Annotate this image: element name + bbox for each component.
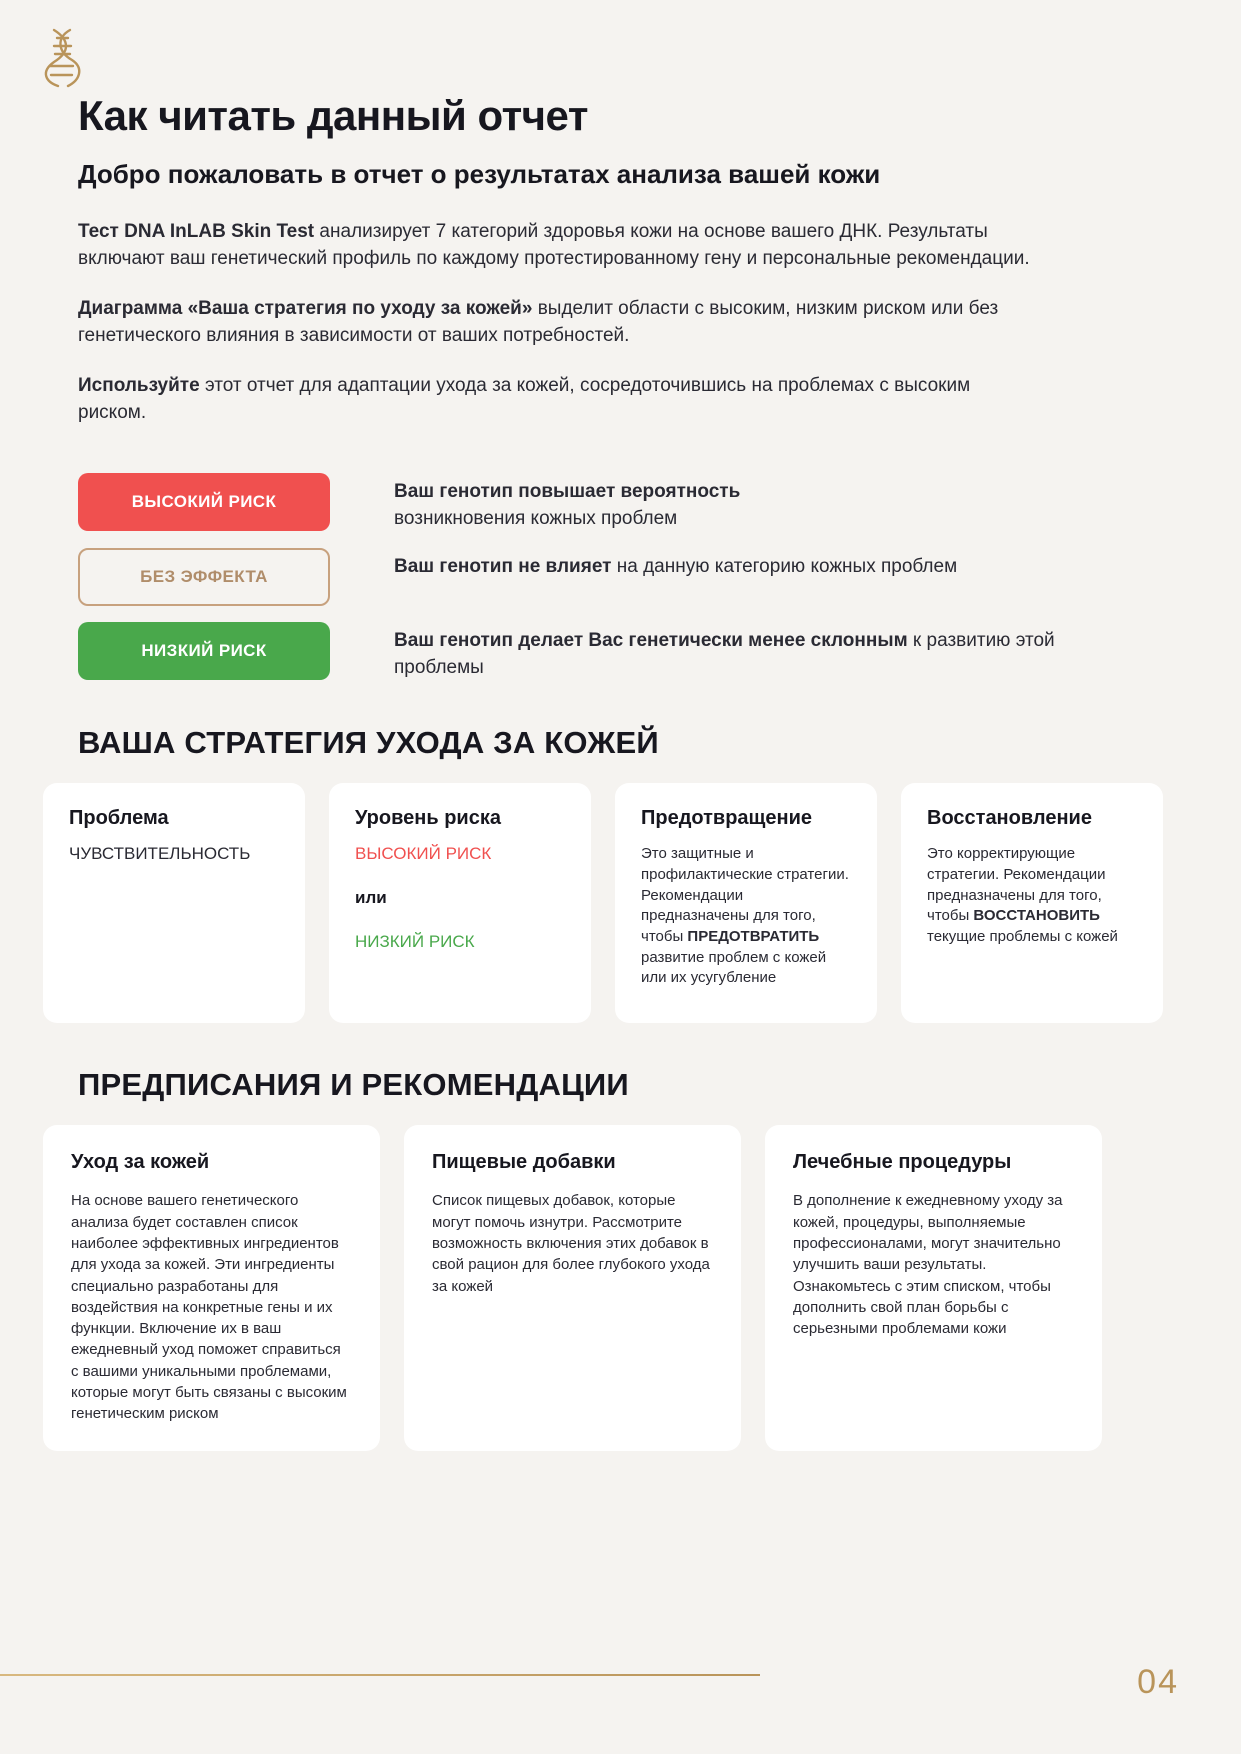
strategy-card-restoration-body-bold: ВОССТАНОВИТЬ	[973, 907, 1100, 925]
strategy-card-risk-level	[329, 783, 591, 1023]
strategy-card-problem	[43, 783, 305, 1023]
legend-row-low-risk	[78, 622, 1078, 681]
strategy-card-restoration-body	[927, 844, 1137, 947]
legend-text-low-risk-bold: Ваш генотип делает Вас генетически менее склонным	[394, 630, 908, 652]
strategy-card-prevention-body-1: Это защитные и профилактические стратегии. Рекомендации предназначены для того, чтобы	[641, 845, 849, 946]
recommendation-card-supplements-body: Список пищевых добавок, которые могут помочь изнутри. Рассмотрите возможность включения этих добавок в свой рацион для более глубокого ухода за кожей	[432, 1192, 710, 1295]
legend-text-high-risk	[394, 473, 740, 532]
legend-text-no-effect-bold: Ваш генотип не влияет	[394, 556, 612, 578]
strategy-card-restoration-body-1: Это корректирующие стратегии. Рекомендации предназначены для того, чтобы	[927, 845, 1106, 925]
intro-paragraph-3-rest: этот отчет для адаптации ухода за кожей, сосредоточившись на проблемах с высоким риском.	[78, 374, 971, 424]
strategy-card-prevention	[615, 783, 877, 1023]
recommendations-card-list	[43, 1125, 1163, 1450]
strategy-card-restoration-title: Восстановление	[927, 807, 1092, 830]
intro-paragraph-2-bold: Диаграмма «Ваша стратегия по уходу за кожей»	[78, 297, 533, 319]
recommendation-card-treatments-body: В дополнение к ежедневному уходу за кожей, процедуры, выполняемые профессионалами, могут значительно улучшить ваши результаты. Ознакомьтесь с этим списком, чтобы дополнить свой план борьбы с серьезными проблемами кожи	[793, 1192, 1063, 1338]
recommendation-card-skincare-title: Уход за кожей	[71, 1151, 210, 1174]
strategy-card-restoration-body-2: текущие проблемы с кожей	[927, 928, 1118, 946]
content-wrapper	[69, 92, 1163, 1451]
strategy-card-risk-level-title: Уровень риска	[355, 807, 501, 830]
strategy-card-risk-low-label: НИЗКИЙ РИСК	[355, 932, 475, 952]
legend-row-high-risk	[78, 473, 1078, 532]
legend-text-no-effect-rest: на данную категорию кожных проблем	[611, 556, 958, 578]
recommendation-card-supplements	[404, 1125, 741, 1450]
risk-legend	[78, 473, 1078, 681]
page-number: 04	[1137, 1663, 1179, 1701]
strategy-card-or-label: или	[355, 888, 387, 908]
page-title: Как читать данный отчет	[78, 92, 588, 139]
intro-paragraph-3-bold: Используйте	[78, 374, 200, 396]
intro-paragraph-2-rest: выделит области с высоким, низким риском или без генетического влияния в зависимости от ваших потребностей.	[78, 297, 999, 347]
recommendation-card-supplements-title: Пищевые добавки	[432, 1151, 616, 1174]
legend-row-no-effect	[78, 548, 1078, 606]
footer-divider	[0, 1674, 760, 1676]
badge-high-risk: ВЫСОКИЙ РИСК	[78, 473, 330, 531]
recommendation-card-treatments-title: Лечебные процедуры	[793, 1151, 1012, 1174]
badge-no-effect: БЕЗ ЭФФЕКТА	[78, 548, 330, 606]
intro-paragraph-3	[78, 372, 1043, 427]
dna-helix-icon	[40, 26, 88, 88]
strategy-card-prevention-body-bold: ПРЕДОТВРАТИТЬ	[687, 928, 820, 946]
strategy-card-risk-high-label: ВЫСОКИЙ РИСК	[355, 844, 492, 864]
strategy-card-restoration	[901, 783, 1163, 1023]
intro-paragraph-2	[78, 295, 1043, 350]
intro-paragraph-1-bold: Тест DNA InLAB Skin Test	[78, 220, 315, 242]
intro-paragraph-1-rest: анализирует 7 категорий здоровья кожи на основе вашего ДНК. Результаты включают ваш генетический профиль по каждому протестированному гену и персональные рекомендации.	[78, 220, 1030, 270]
strategy-card-problem-value: ЧУВСТВИТЕЛЬНОСТЬ	[69, 844, 251, 864]
strategy-section-heading: ВАША СТРАТЕГИЯ УХОДА ЗА КОЖЕЙ	[78, 725, 659, 761]
legend-text-low-risk-rest: к развитию этой проблемы	[394, 630, 1055, 678]
legend-text-low-risk	[394, 622, 1078, 681]
strategy-card-prevention-body-2: развитие проблем с кожей или их усугубление	[641, 948, 827, 987]
legend-text-high-risk-bold: Ваш генотип повышает вероятность	[394, 480, 741, 502]
intro-paragraph-1	[78, 218, 1043, 273]
badge-low-risk: НИЗКИЙ РИСК	[78, 622, 330, 680]
page-subtitle: Добро пожаловать в отчет о результатах анализа вашей кожи	[78, 158, 881, 189]
strategy-card-problem-title: Проблема	[69, 807, 169, 830]
recommendation-card-skincare-body: На основе вашего генетического анализа будет составлен список наиболее эффективных ингредиентов для ухода за кожей. Эти ингредиенты специально разработаны для воздействия на конкретные гены и их функции. Включение их в ваш ежедневный уход поможет справиться с вашими уникальными проблемами, которые могут быть связаны с высоким генетическим риском	[71, 1192, 347, 1423]
recommendation-card-skincare	[43, 1125, 380, 1450]
recommendations-section-heading: ПРЕДПИСАНИЯ И РЕКОМЕНДАЦИИ	[78, 1067, 629, 1103]
strategy-card-prevention-title: Предотвращение	[641, 807, 813, 830]
legend-text-no-effect	[394, 548, 957, 581]
strategy-card-list	[43, 783, 1163, 1023]
legend-text-high-risk-rest: возникновения кожных проблем	[394, 507, 678, 529]
strategy-card-prevention-body	[641, 844, 851, 989]
recommendation-card-treatments	[765, 1125, 1102, 1450]
